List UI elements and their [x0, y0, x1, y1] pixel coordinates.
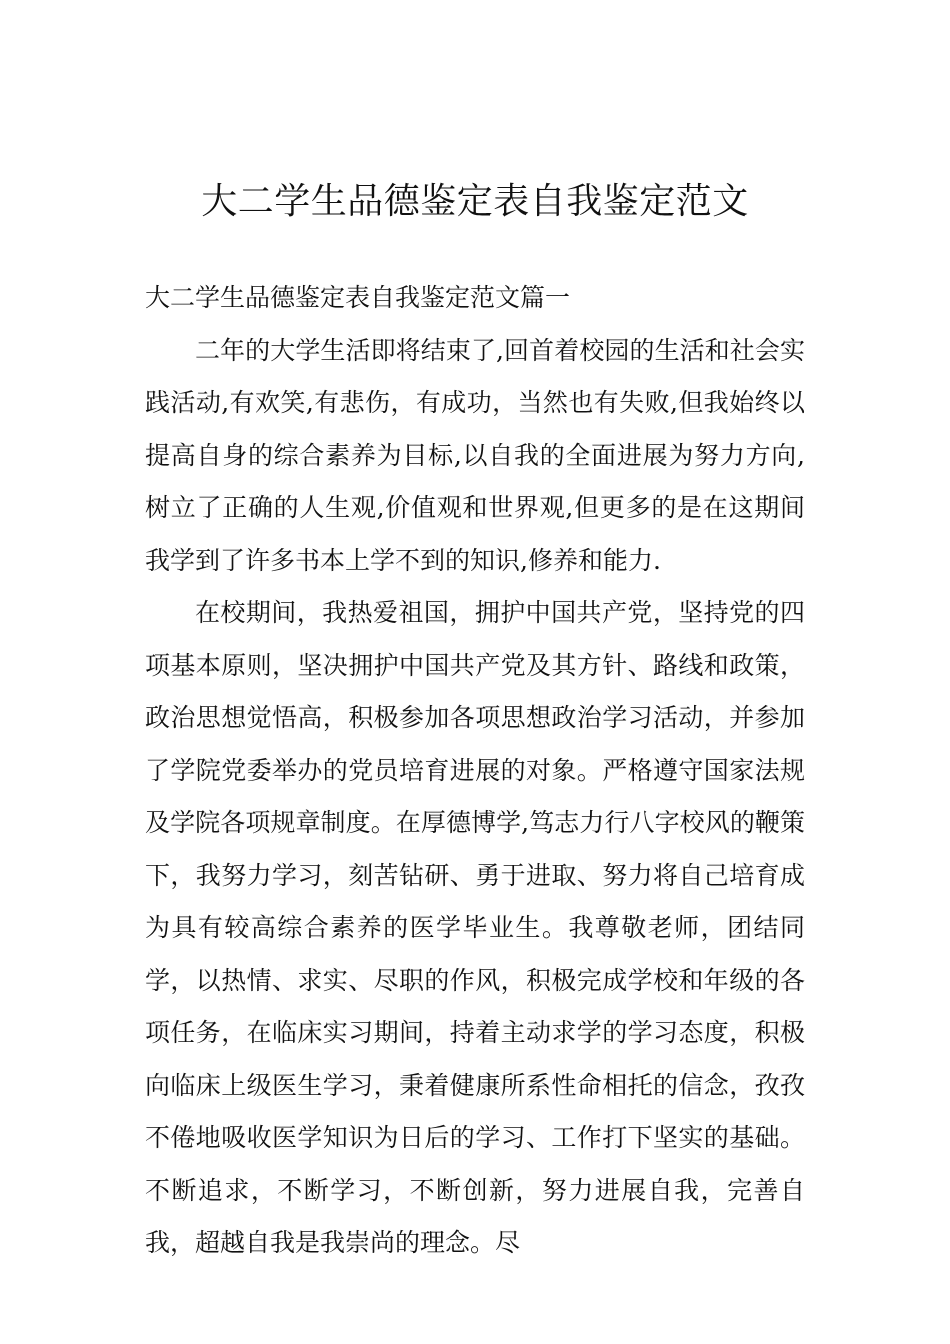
section-heading: 大二学生品德鉴定表自我鉴定范文篇一 [145, 283, 571, 312]
paragraph-2: 在校期间，我热爱祖国，拥护中国共产党，坚持党的四项基本原则，坚决拥护中国共产党及其方针、路线和政策，政治思想觉悟高，积极参加各项思想政治学习活动，并参加了学院党委举办的党员培育进展的对象。严格遵守国家法规及学院各项规章制度。在厚德博学,笃志力行八字校风的鞭策下，我努力学习，刻苦钻研、勇于进取、努力将自己培育成为具有较高综合素养的医学毕业生。我尊敬老师，团结同学，以热情、求实、尽职的作风，积极完成学校和年级的各项任务，在临床实习期间，持着主动求学的学习态度，积极向临床上级医生学习，秉着健康所系性命相托的信念，孜孜不倦地吸收医学知识为日后的学习、工作打下坚实的基础。不断追求，不断学习，不断创新，努力进展自我，完善自我，超越自我是我崇尚的理念。尽 [145, 598, 805, 1257]
document-body [145, 272, 805, 1270]
paragraph-1: 二年的大学生活即将结束了,回首着校园的生活和社会实践活动,有欢笑,有悲伤，有成功，当然也有失败,但我始终以提高自身的综合素养为目标,以自我的全面进展为努力方向,树立了正确的人生观,价值观和世界观,但更多的是在这期间我学到了许多书本上学不到的知识,修养和能力. [145, 335, 805, 575]
document-title: 大二学生品德鉴定表自我鉴定范文 [201, 181, 749, 222]
